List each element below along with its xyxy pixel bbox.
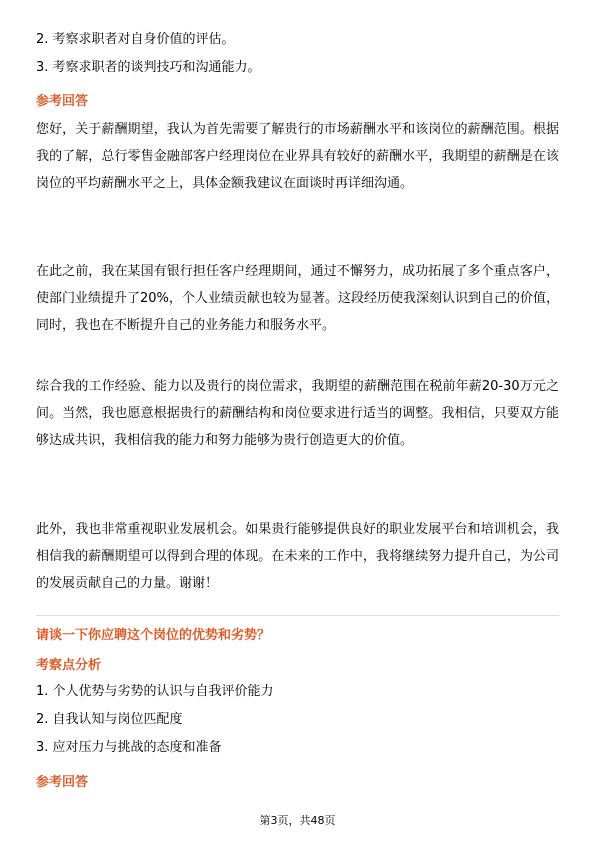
analysis-point-2: 2. 自我认知与岗位匹配度 — [36, 712, 183, 727]
reference-answer-heading: 参考回答 — [36, 94, 89, 109]
page-number-footer: 第3页，共48页 — [259, 814, 336, 827]
reference-answer-heading-2: 参考回答 — [36, 775, 89, 790]
evaluation-point-3: 3. 考察求职者的谈判技巧和沟通能力。 — [36, 60, 261, 75]
answer-paragraph-2: 在此之前，我在某国有银行担任客户经理期间，通过不懈努力，成功拓展了多个重点客户，使部门业绩提升了20%，个人业绩贡献也较为显著。这段经历使我深刻认识到自己的价值，同时，我也在不断提升自己的业务能力和服务水平。 — [36, 264, 559, 333]
analysis-heading: 考察点分析 — [36, 658, 102, 673]
question-heading: 请谈一下你应聘这个岗位的优势和劣势？ — [36, 628, 271, 643]
answer-paragraph-1: 您好，关于薪酬期望，我认为首先需要了解贵行的市场薪酬水平和该岗位的薪酬范围。根据我的了解，总行零售金融部客户经理岗位在业界具有较好的薪酬水平，我期望的薪酬是在该岗位的平均薪酬水平之上，具体金额我建议在面谈时再详细沟通。 — [36, 122, 559, 191]
evaluation-point-2: 2. 考察求职者对自身价值的评估。 — [36, 32, 235, 47]
answer-paragraph-3: 综合我的工作经验、能力以及贵行的岗位需求，我期望的薪酬范围在税前年薪20-30万元之间。当然，我也愿意根据贵行的薪酬结构和岗位要求进行适当的调整。我相信，只要双方能够达成共识，我相信我的能力和努力能够为贵行创造更大的价值。 — [36, 379, 559, 448]
analysis-point-1: 1. 个人优势与劣势的认识与自我评价能力 — [36, 684, 274, 699]
section-divider — [36, 615, 559, 616]
analysis-point-3: 3. 应对压力与挑战的态度和准备 — [36, 740, 222, 755]
answer-paragraph-4: 此外，我也非常重视职业发展机会。如果贵行能够提供良好的职业发展平台和培训机会，我相信我的薪酬期望可以得到合理的体现。在未来的工作中，我将继续努力提升自己，为公司的发展贡献自己的力量。谢谢！ — [36, 522, 559, 591]
